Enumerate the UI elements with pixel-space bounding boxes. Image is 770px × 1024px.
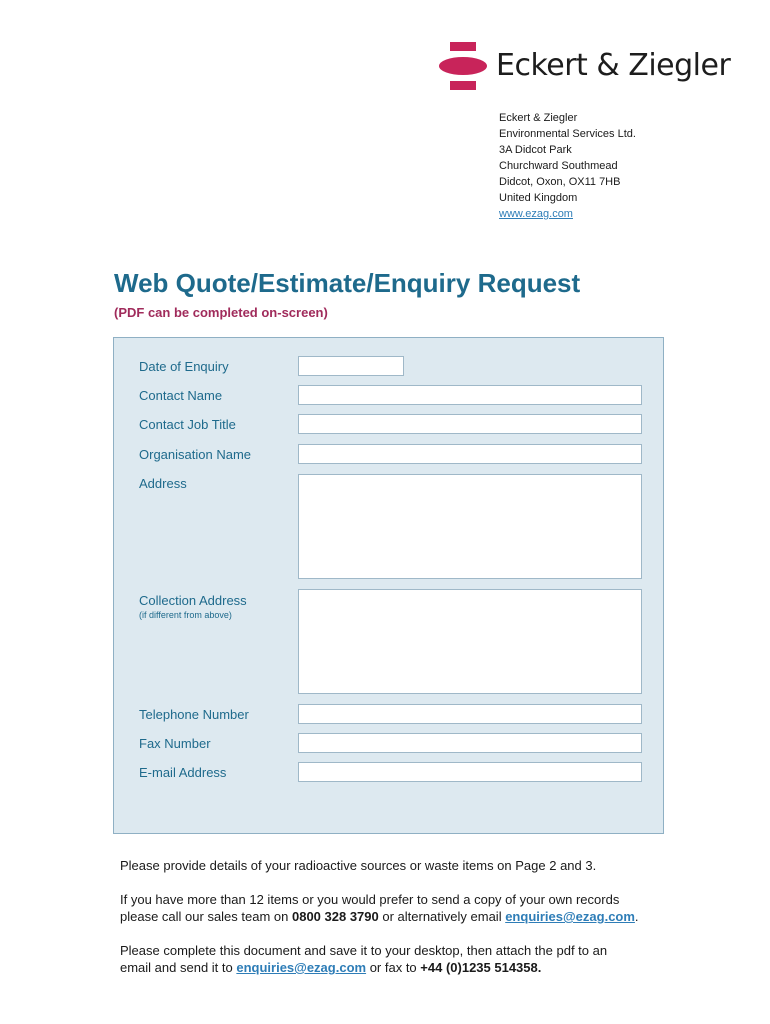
date-of-enquiry-field[interactable]	[298, 356, 404, 376]
note-text: Please provide details of your radioactive sources or waste items on Page 2 and 3.	[120, 858, 597, 873]
address-label: Address	[139, 476, 187, 491]
address-line: Environmental Services Ltd.	[499, 128, 636, 140]
note-text: If you have more than 12 items or you would prefer to send a copy of your own records	[120, 892, 620, 907]
note-text: please call our sales team on	[120, 909, 292, 924]
company-address	[499, 110, 636, 222]
note-text: or fax to	[366, 960, 421, 975]
address-line: Eckert & Ziegler	[499, 112, 578, 124]
email-address-label: E-mail Address	[139, 765, 227, 780]
collection-address-field[interactable]	[298, 589, 642, 694]
note-more-items	[120, 891, 639, 925]
telephone-number-field[interactable]	[298, 704, 642, 724]
company-logo	[438, 42, 738, 92]
organisation-name-label: Organisation Name	[139, 447, 251, 462]
company-logo-text: Eckert & Ziegler	[496, 48, 731, 83]
fax-number-field[interactable]	[298, 733, 642, 753]
company-logo-mark-icon	[438, 42, 488, 90]
note-text: or alternatively email	[378, 909, 506, 924]
note-page-details	[120, 857, 596, 874]
contact-job-title-label: Contact Job Title	[139, 417, 236, 432]
sales-phone-number: 0800 328 3790	[291, 909, 379, 924]
contact-name-field[interactable]	[298, 385, 642, 405]
contact-name-label: Contact Name	[139, 388, 223, 403]
email-address-field[interactable]	[298, 762, 642, 782]
telephone-number-label: Telephone Number	[139, 707, 249, 722]
contact-job-title-field[interactable]	[298, 414, 642, 434]
note-text: email and send it to	[120, 960, 237, 975]
address-line: Didcot, Oxon, OX11 7HB	[499, 176, 621, 188]
enquiries-email-link[interactable]: enquiries@ezag.com	[505, 909, 635, 924]
date-of-enquiry-label: Date of Enquiry	[139, 359, 229, 374]
fax-number-label: Fax Number	[139, 736, 211, 751]
address-line: Churchward Southmead	[499, 160, 618, 172]
page-subtitle: (PDF can be completed on-screen)	[114, 305, 328, 320]
address-line: United Kingdom	[499, 192, 578, 204]
note-text: .	[634, 909, 639, 924]
fax-number: +44 (0)1235 514358.	[420, 960, 542, 975]
note-text: Please complete this document and save it to your desktop, then attach the pdf to an	[120, 943, 608, 958]
address-field[interactable]	[298, 474, 642, 579]
address-line: 3A Didcot Park	[499, 144, 572, 156]
enquiry-form-panel	[113, 337, 664, 834]
enquiries-email-link[interactable]: enquiries@ezag.com	[236, 960, 367, 975]
note-save-and-send	[120, 942, 607, 976]
website-link[interactable]: www.ezag.com	[499, 208, 573, 220]
collection-address-sublabel: (if different from above)	[139, 610, 232, 620]
collection-address-label: Collection Address	[139, 593, 247, 608]
organisation-name-field[interactable]	[298, 444, 642, 464]
page-title: Web Quote/Estimate/Enquiry Request	[114, 268, 581, 298]
